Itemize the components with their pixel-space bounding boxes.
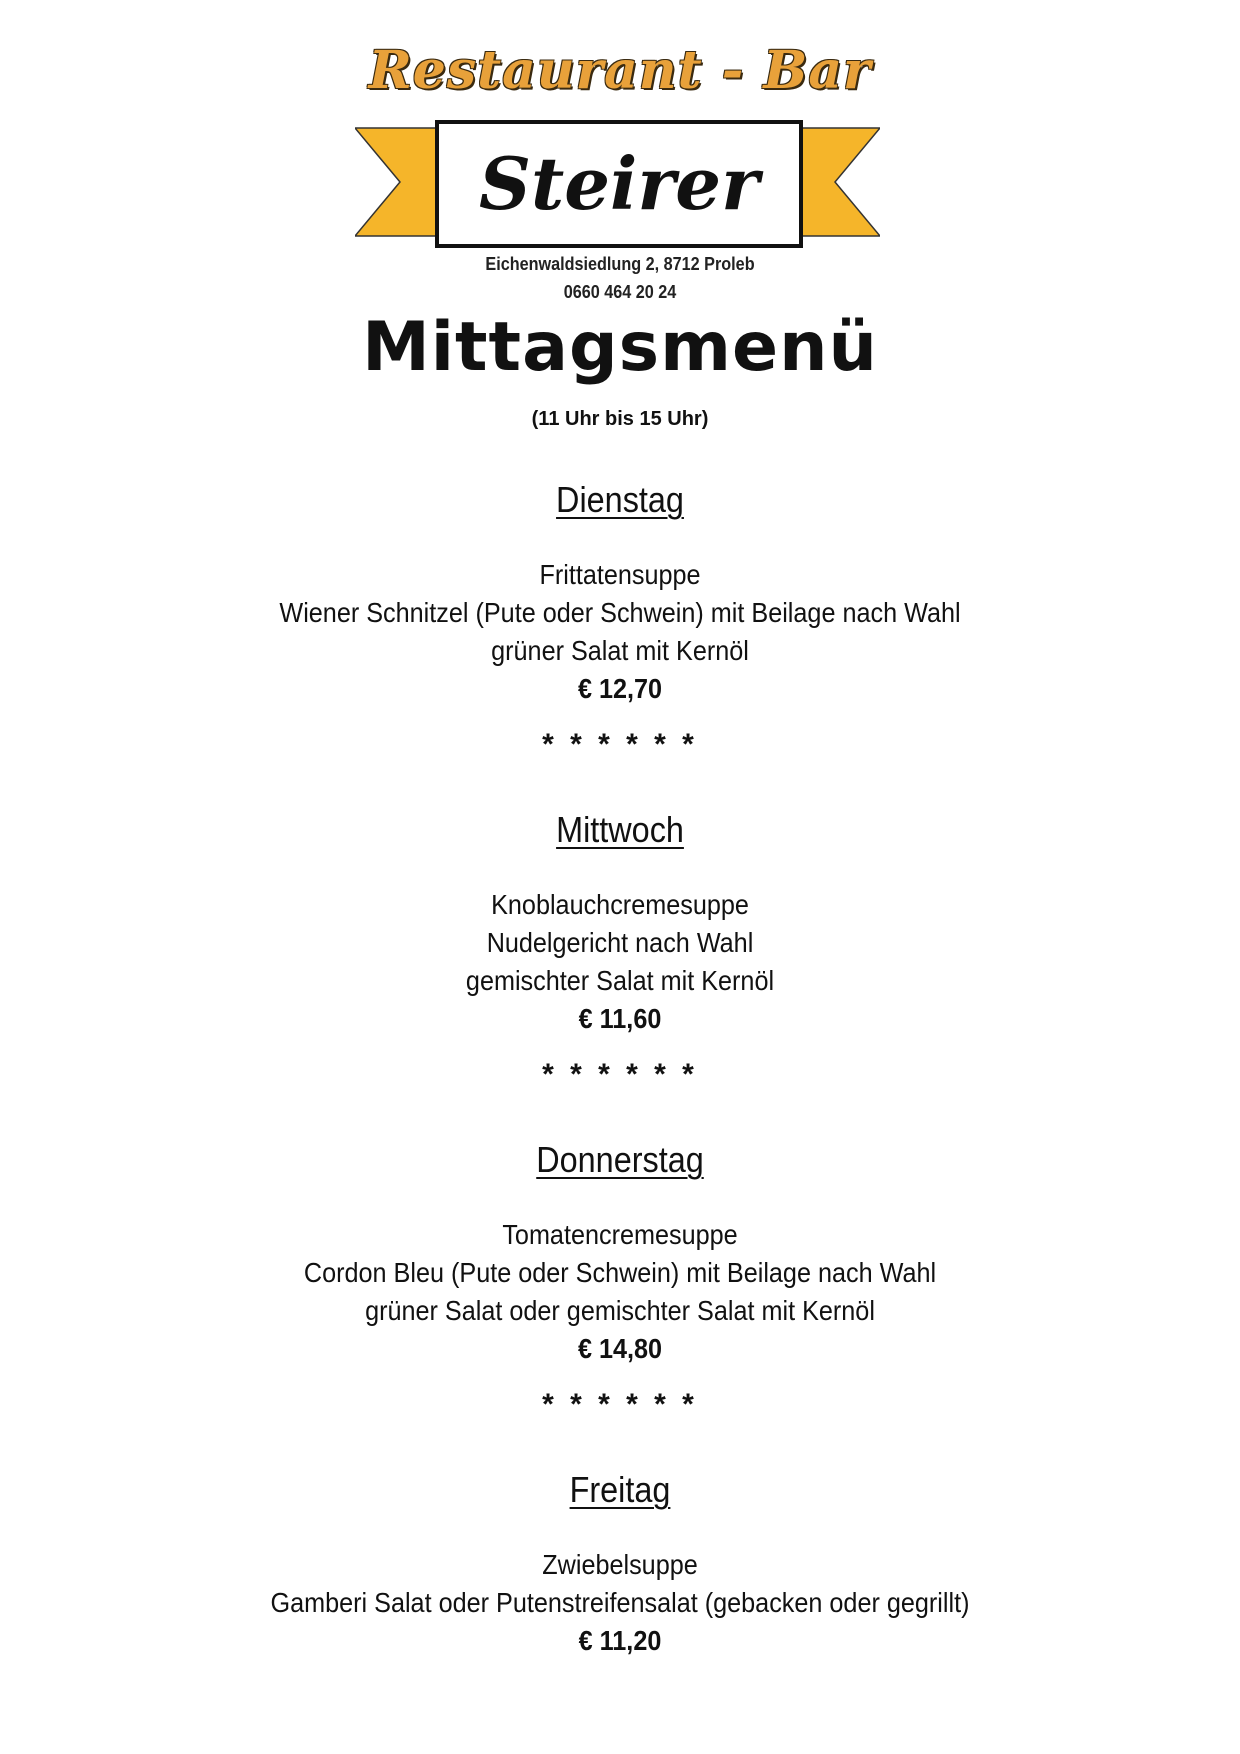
dish-item: grüner Salat oder gemischter Salat mit Kernöl <box>365 1295 875 1326</box>
logo-restaurant-bar: Restaurant - Bar <box>368 40 872 101</box>
dish-item: Wiener Schnitzel (Pute oder Schwein) mit Beilage nach Wahl <box>279 597 961 628</box>
address-text: Eichenwaldsiedlung 2, 8712 Proleb <box>485 254 755 274</box>
day-section-donnerstag <box>180 1138 1060 1368</box>
dish-item: Nudelgericht nach Wahl <box>486 927 754 958</box>
banner-left-ribbon <box>355 128 440 236</box>
dish-item: Zwiebelsuppe <box>542 1549 698 1580</box>
banner-right-ribbon <box>795 128 880 236</box>
day-heading: Dienstag <box>556 479 684 520</box>
separator: * * * * * * <box>542 1388 698 1421</box>
day-section-freitag <box>180 1468 1060 1660</box>
phone-text: 0660 464 20 24 <box>563 282 677 302</box>
day-section-dienstag <box>180 478 1060 708</box>
price: € 12,70 <box>577 673 663 704</box>
dish-item: grüner Salat mit Kernöl <box>491 635 749 666</box>
page-title: Mittagsmenü <box>362 308 878 387</box>
price: € 11,20 <box>578 1625 662 1656</box>
day-heading: Donnerstag <box>536 1139 704 1180</box>
dish-item: Gamberi Salat oder Putenstreifensalat (gebacken oder gegrillt) <box>270 1587 970 1618</box>
day-section-mittwoch <box>180 808 1060 1038</box>
dish-item: gemischter Salat mit Kernöl <box>465 965 775 996</box>
price: € 14,80 <box>577 1333 663 1364</box>
dish-item: Tomatencremesuppe <box>502 1219 738 1250</box>
separator: * * * * * * <box>542 728 698 761</box>
dish-item: Cordon Bleu (Pute oder Schwein) mit Beilage nach Wahl <box>303 1257 937 1288</box>
separator: * * * * * * <box>542 1058 698 1091</box>
dish-item: Knoblauchcremesuppe <box>491 889 749 920</box>
logo-steirer: Steirer <box>478 140 760 226</box>
day-heading: Mittwoch <box>556 809 684 850</box>
dish-item: Frittatensuppe <box>539 559 701 590</box>
day-heading: Freitag <box>569 1469 671 1510</box>
contact-block <box>440 250 800 306</box>
opening-hours: (11 Uhr bis 15 Uhr) <box>531 408 709 430</box>
price: € 11,60 <box>578 1003 662 1034</box>
